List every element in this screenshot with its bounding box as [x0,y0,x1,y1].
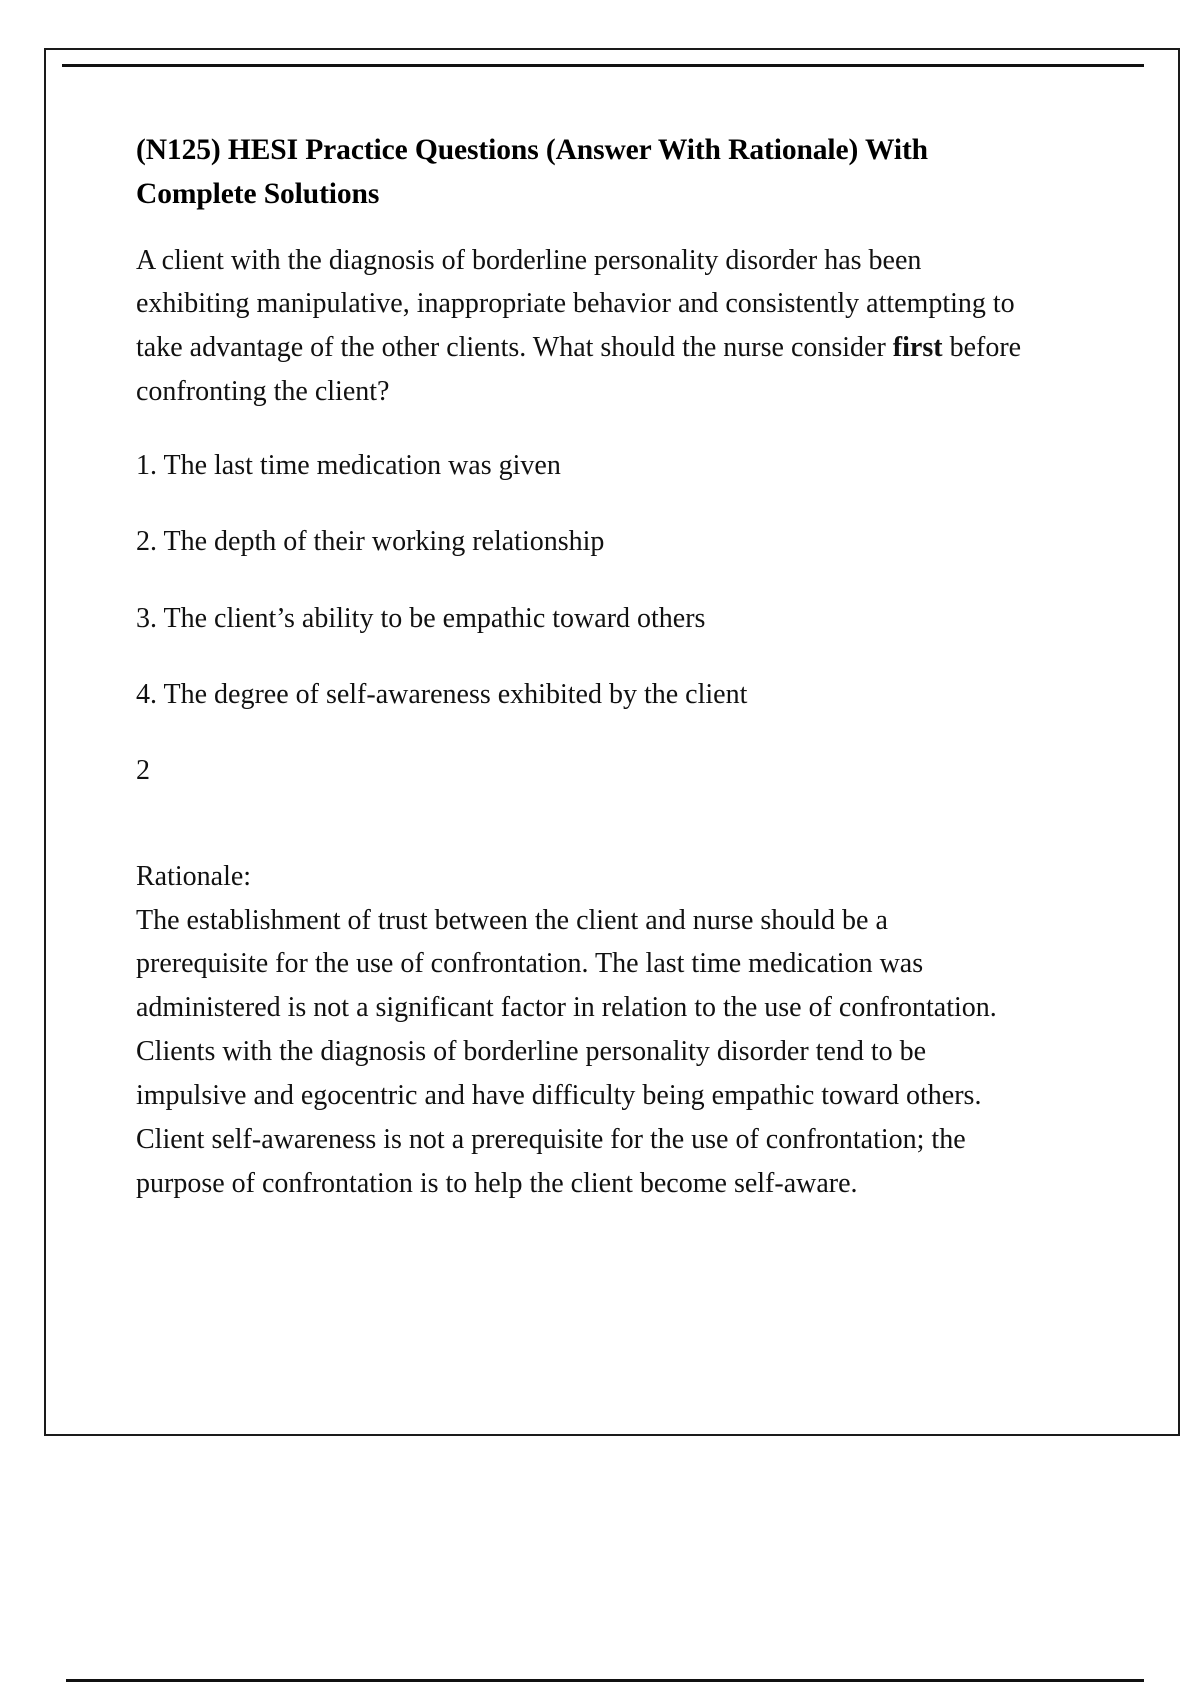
question-text-before: A client with the diagnosis of borderline personality disorder has been exhibiting manipulative, inappropriate behavior and consistently attempting to take advantage of the other clients. What should the nurse consider [136,244,1015,364]
question-text-after: before confronting the client? [136,332,1022,407]
rationale-body: The establishment of trust between the client and nurse should be a prerequisite for the use of confrontation. The last time medication was administered is not a significant factor in relation to the use of confrontation. Clients with the diagnosis of borderline personality disorder tend to be impulsive and egocentric and have difficulty being empathic toward others. Client self-awareness is not a prerequisite for the use of confrontation; the purpose of confrontation is to help the client become self-aware. [136,904,997,1199]
answer-option-3: 3. The client’s ability to be empathic toward others [136,602,706,634]
page-title: (N125) HESI Practice Questions (Answer With Rationale) With Complete Solutions [136,134,928,211]
page-top-rule [62,64,1144,67]
document-page [44,48,1180,1436]
question-emphasized-word: first [892,332,943,364]
document-content [136,128,1026,1205]
rationale-label: Rationale: [136,860,252,892]
answer-option-1: 1. The last time medication was given [136,449,561,481]
answer-option-4: 4. The degree of self-awareness exhibited by the client [136,678,748,710]
footer-separator-rule [66,1679,1144,1682]
answer-option-2: 2. The depth of their working relationship [136,526,605,558]
question-paragraph [136,239,1026,414]
answer-key: 2 [136,755,150,787]
